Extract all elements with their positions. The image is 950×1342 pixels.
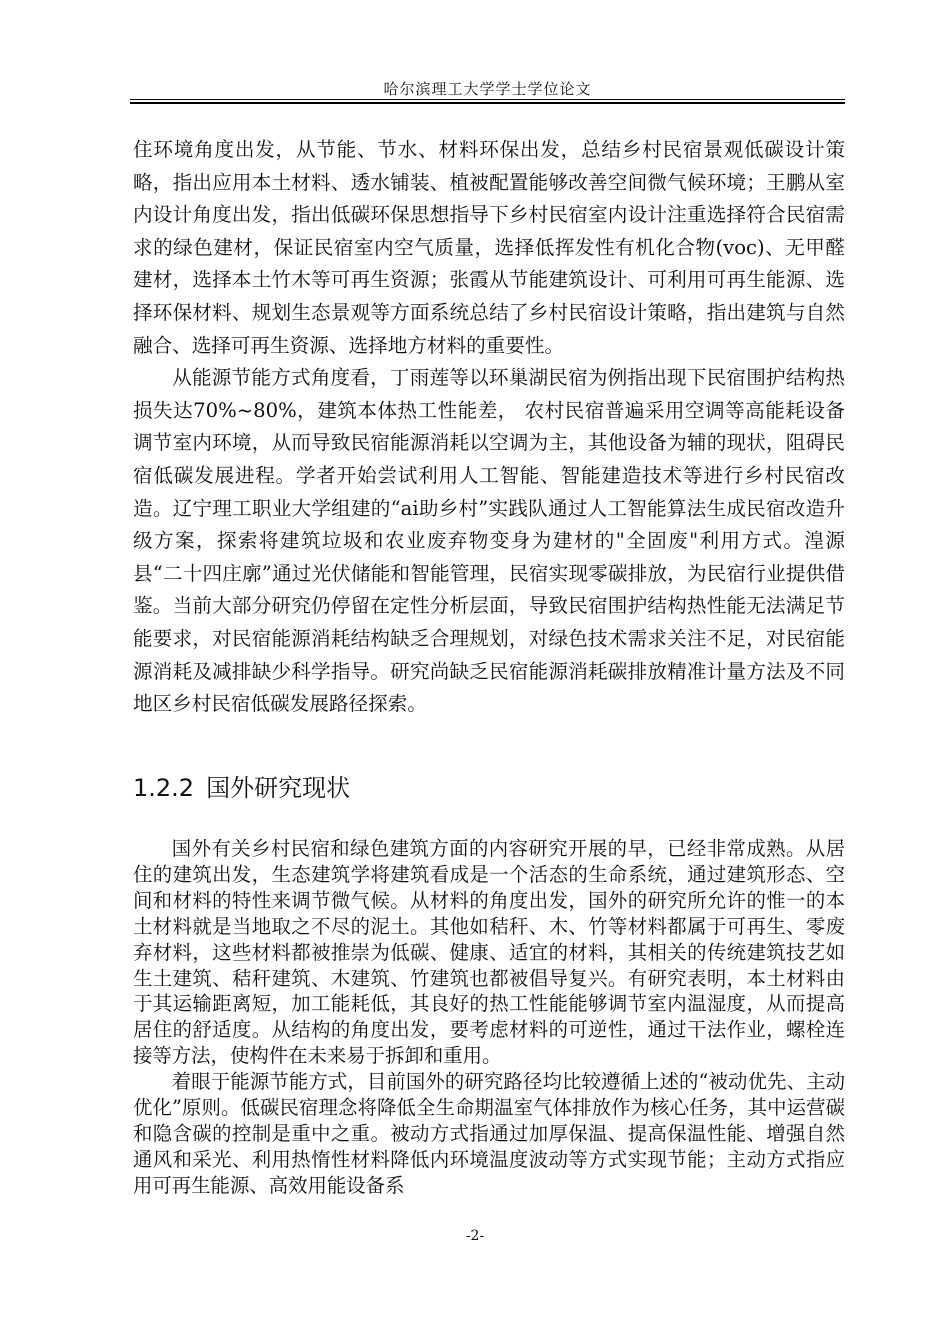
paragraph: 国外有关乡村民宿和绿色建筑方面的内容研究开展的早，已经非常成熟。从居住的建筑出发，生态建筑学将建筑看成是一个活态的生命系统，通过建筑形态、空间和材料的特性来调节微气候。从材料的角度出发，国外的研究所允许的惟一的本土材料就是当地取之不尽的泥土。其他如秸秆、木、竹等材料都属于可再生、零废弃材料，这些材料都被推崇为低碳、健康、适宜的材料，其相关的传统建筑技艺如生土建筑、秸秆建筑、木建筑、竹建筑也都被倡导复兴。有研究表明，本土材料由于其运输距离短，加工能耗低，其良好的热工性能能够调节室内温湿度，从而提高居住的舒适度。从结构的角度出发，要考虑材料的可逆性，通过干法作业，螺栓连接等方法，使构件在未来易于拆卸和重用。	[133, 837, 845, 1068]
page-number: -2-	[465, 1228, 485, 1244]
section-heading	[133, 768, 350, 803]
section-number: 1.2.2	[133, 774, 195, 802]
header-rule	[130, 99, 845, 104]
section-title: 国外研究现状	[206, 774, 351, 802]
body-text-block	[133, 836, 845, 1199]
paragraph: 从能源节能方式角度看，丁雨莲等以环巢湖民宿为例指出现下民宿围护结构热损失达70%~80%，建筑本体热工性能差， 农村民宿普遍采用空调等高能耗设备调节室内环境，从而导致民宿能源消耗以空调为主，其他设备为辅的现状，阻碍民宿低碳发展进程。学者开始尝试利用人工智能、智能建造技术等进行乡村民宿改造。辽宁理工职业大学组建的“ai助乡村”实践队通过人工智能算法生成民宿改造升级方案，探索将建筑垃圾和农业废弃物变身为建材的"全固废"利用方式。湟源县“二十四庄廓”通过光伏储能和智能管理，民宿实现零碳排放，为民宿行业提供借鉴。当前大部分研究仍停留在定性分析层面，导致民宿围护结构热性能无法满足节能要求，对民宿能源消耗结构缺乏合理规划，对绿色技术需求关注不足，对民宿能源消耗及减排缺少科学指导。研究尚缺乏民宿能源消耗碳排放精准计量方法及不同地区乡村民宿低碳发展路径探索。	[133, 366, 845, 716]
running-header: 哈尔滨理工大学学士学位论文	[383, 80, 592, 98]
paragraph: 住环境角度出发，从节能、节水、材料环保出发，总结乡村民宿景观低碳设计策略，指出应用本土材料、透水铺装、植被配置能够改善空间微气候环境；王鹏从室内设计角度出发，指出低碳环保思想指导下乡村民宿室内设计注重选择符合民宿需求的绿色建材，保证民宿室内空气质量，选择低挥发性有机化合物(voc)、无甲醛建材，选择本土竹木等可再生资源；张霞从节能建筑设计、可利用可再生能源、选择环保材料、规划生态景观等方面系统总结了乡村民宿设计策略，指出建筑与自然融合、选择可再生资源、选择地方材料的重要性。	[133, 138, 845, 357]
paragraph: 着眼于能源节能方式，目前国外的研究路径均比较遵循上述的“被动优先、主动优化”原则。低碳民宿理念将降低全生命期温室气体排放作为核心任务，其中运营碳和隐含碳的控制是重中之重。被动方式指通过加厚保温、提高保温性能、增强自然通风和采光、利用热惰性材料降低内环境温度波动等方式实现节能；主动方式指应用可再生能源、高效用能设备系	[133, 1070, 845, 1197]
body-text-block	[133, 134, 845, 721]
